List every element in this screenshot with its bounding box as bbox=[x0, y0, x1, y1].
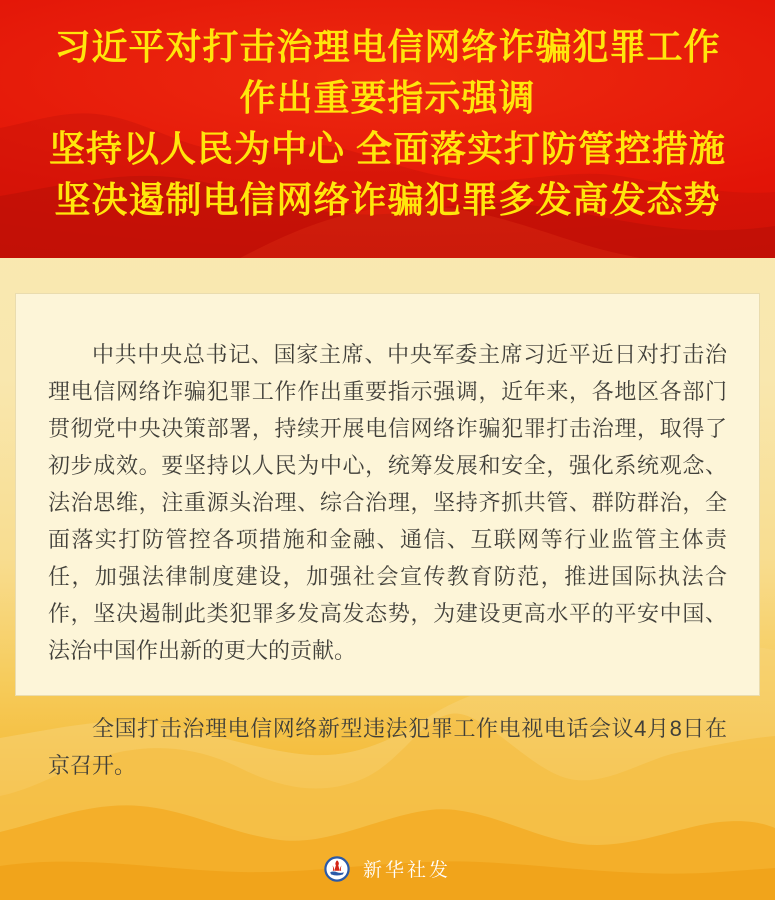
headline-line-2: 作出重要指示强调 bbox=[239, 77, 536, 118]
credit-line bbox=[0, 855, 775, 882]
article-paragraph-1: 中共中央总书记、国家主席、中央军委主席习近平近日对打击治理电信网络诈骗犯罪工作作出重要指示强调，近年来，各地区各部门贯彻党中央决策部署，持续开展电信网络诈骗犯罪打击治理，取得了初步成效。要坚持以人民为中心，统筹发展和安全，强化系统观念、法治思维，注重源头治理、综合治理，坚持齐抓共管、群防群治，全面落实打防管控各项措施和金融、通信、互联网等行业监管主体责任，加强法律制度建设，加强社会宣传教育防范，推进国际执法合作，坚决遏制此类犯罪多发高发态势，为建设更高水平的平安中国、法治中国作出新的更大的贡献。 bbox=[48, 342, 727, 663]
masthead bbox=[0, 0, 775, 258]
article-paragraph-2: 全国打击治理电信网络新型违法犯罪工作电视电话会议4月8日在京召开。 bbox=[48, 716, 727, 778]
headline-line-1: 习近平对打击治理电信网络诈骗犯罪工作 bbox=[54, 26, 721, 67]
article-box bbox=[15, 293, 760, 696]
subheadline-line-2: 坚决遏制电信网络诈骗犯罪多发高发态势 bbox=[54, 179, 721, 220]
subheadline-line-1: 坚持以人民为中心 全面落实打防管控措施 bbox=[48, 128, 726, 169]
xinhua-emblem-icon bbox=[324, 856, 350, 882]
article bbox=[0, 293, 775, 784]
headline-block bbox=[0, 0, 775, 225]
credit-text: 新华社发 bbox=[362, 860, 451, 881]
